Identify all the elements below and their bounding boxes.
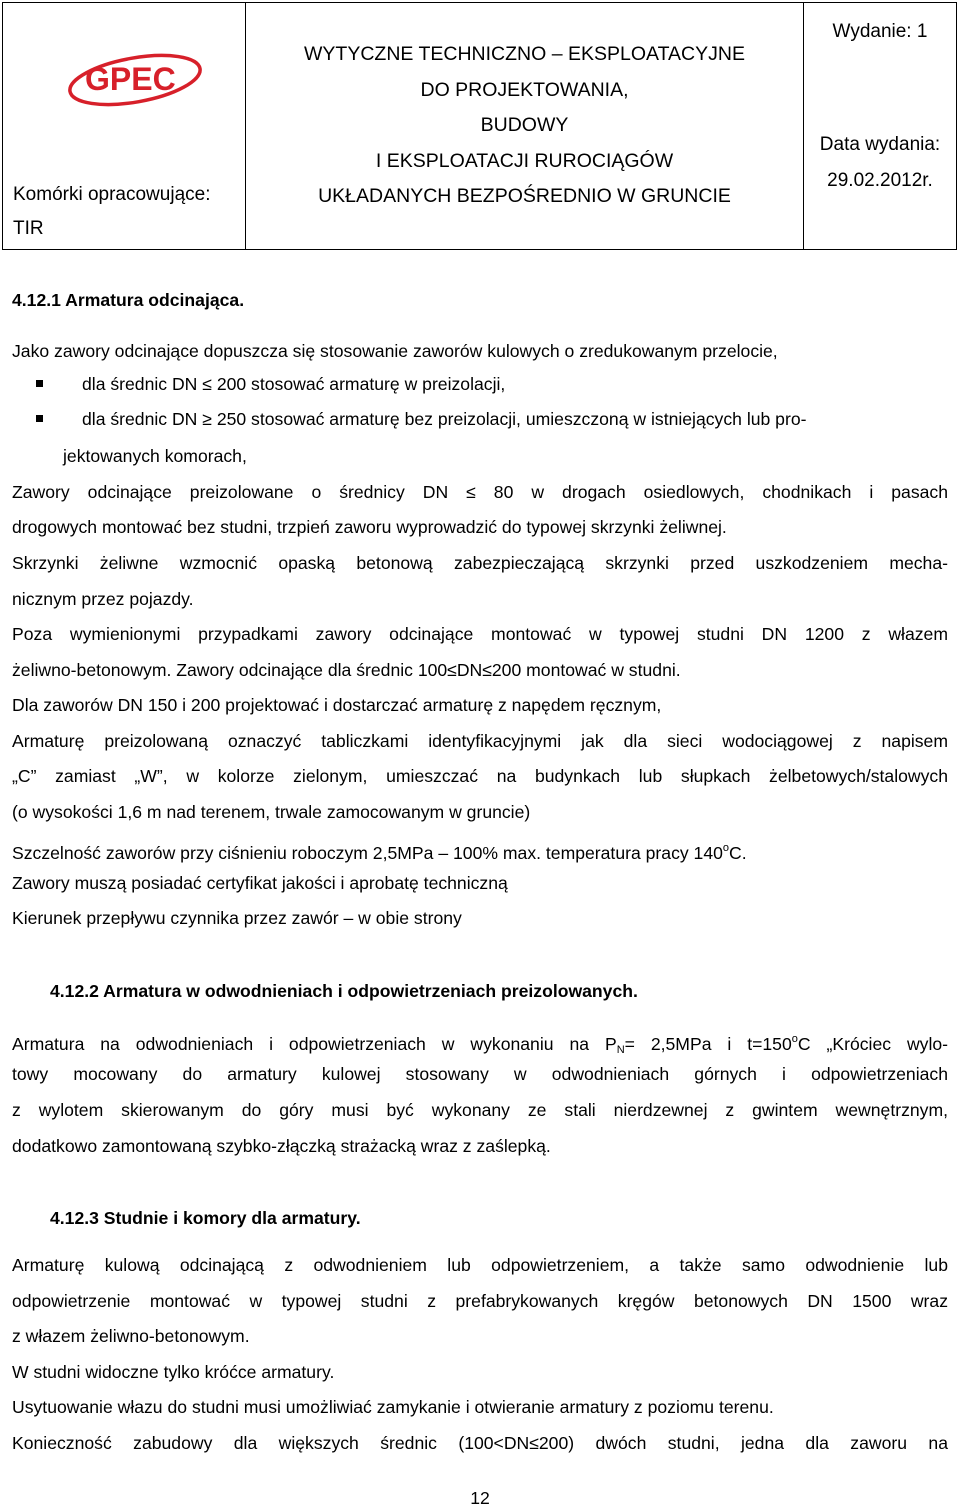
paragraph: Zawory muszą posiadać certyfikat jakości i aprobatę techniczną (12, 873, 508, 893)
paragraph: Armaturę kulową odcinającą z odwodnieniem lub odpowietrzeniem, a także samo odwodnienie lub (12, 1255, 948, 1275)
bullet-icon (36, 415, 43, 422)
cells-label: Komórki opracowujące: TIR (13, 184, 211, 239)
paragraph: z wylotem skierowanym do góry musi być wykonany ze stali nierdzewnej z gwintem wewnętrznym, (12, 1100, 948, 1120)
paragraph: drogowych montować bez studni, trzpień zaworu wyprowadzić do typowej skrzynki żeliwnej. (12, 517, 727, 537)
paragraph: Armaturę preizolowaną oznaczyć tabliczkami identyfikacyjnymi jak dla sieci wodociągowej z napisem (12, 731, 948, 751)
document-title: WYTYCZNE TECHNICZNO – EKSPLOATACYJNE DO PROJEKTOWANIA, BUDOWY I EKSPLOATACJI RUROCIĄGÓW UKŁADANYCH BEZPOŚREDNIO W GRUNCIE (304, 43, 745, 207)
section-heading-4-12-1: 4.12.1 Armatura odcinająca. (12, 290, 245, 310)
paragraph: nicznym przez pojazdy. (12, 589, 194, 609)
paragraph: Dla zaworów DN 150 i 200 projektować i dostarczać armaturę z napędem ręcznym, (12, 695, 662, 715)
header-right-cell (803, 2, 957, 250)
paragraph: Zawory odcinające preizolowane o średnicy DN ≤ 80 w drogach osiedlowych, chodnikach i pasach (12, 482, 948, 502)
svg-text:GPEC: GPEC (85, 61, 176, 97)
issue-number: Wydanie: 1 (832, 21, 928, 42)
list-item-continued: jektowanych komorach, (63, 446, 247, 466)
bullet-icon (36, 380, 43, 387)
paragraph: „C” zamiast „W”, w kolorze zielonym, umieszczać na budynkach lub słupkach żelbetowych/stalowych (12, 766, 948, 786)
gpec-logo (63, 47, 213, 107)
page-number: 12 (470, 1488, 490, 1508)
paragraph: odpowietrzenie montować w typowej studni z prefabrykowanych kręgów betonowych DN 1500 wraz (12, 1291, 948, 1311)
list-item: dla średnic DN ≥ 250 stosować armaturę bez preizolacji, umieszczoną w istniejących lub pro- (82, 409, 807, 429)
paragraph: Poza wymienionymi przypadkami zawory odcinające montować w typowej studni DN 1200 z włazem (12, 624, 948, 644)
issue-date: Data wydania: 29.02.2012r. (819, 134, 941, 191)
section-heading-4-12-2: 4.12.2 Armatura w odwodnieniach i odpowietrzeniach preizolowanych. (50, 981, 638, 1001)
paragraph: Usytuowanie włazu do studni musi umożliwiać zamykanie i otwieranie armatury z poziomu terenu. (12, 1397, 774, 1417)
header-title-cell (245, 2, 804, 250)
paragraph: Jako zawory odcinające dopuszcza się stosowanie zaworów kulowych o zredukowanym przelocie, (12, 341, 778, 361)
paragraph: (o wysokości 1,6 m nad terenem, trwale zamocowanym w gruncie) (12, 802, 531, 822)
paragraph: dodatkowo zamontowaną szybko-złączką strażacką wraz z zaślepką. (12, 1136, 551, 1156)
paragraph: Konieczność zabudowy dla większych średnic (100<DN≤200) dwóch studni, jedna dla zaworu na (12, 1433, 948, 1453)
paragraph: Kierunek przepływu czynnika przez zawór – w obie strony (12, 908, 462, 928)
list-item: dla średnic DN ≤ 200 stosować armaturę w preizolacji, (82, 374, 506, 394)
paragraph: Armatura na odwodnieniach i odpowietrzeniach w wykonaniu na $P_N= 2,5MPa$ i $t=150^oC$ „Króciec wylo- (12, 1033, 949, 1056)
document-header (2, 2, 957, 252)
paragraph: żeliwno-betonowym. Zawory odcinające dla średnic 100≤DN≤200 montować w studni. (12, 660, 681, 680)
paragraph: Skrzynki żeliwne wzmocnić opaską betonową zabezpieczającą skrzynki przed uszkodzeniem mecha- (12, 553, 948, 573)
header-left-cell (2, 2, 246, 250)
paragraph: Szczelność zaworów przy ciśnieniu roboczym 2,5MPa – 100% max. temperatura pracy 140$^o$C. (12, 842, 747, 863)
paragraph: z włazem żeliwno-betonowym. (12, 1326, 250, 1346)
paragraph: towy mocowany do armatury kulowej stosowany w odwodnieniach górnych i odpowietrzeniach (12, 1064, 948, 1084)
paragraph: W studni widoczne tylko króćce armatury. (12, 1362, 335, 1382)
section-heading-4-12-3: 4.12.3 Studnie i komory dla armatury. (50, 1208, 361, 1228)
